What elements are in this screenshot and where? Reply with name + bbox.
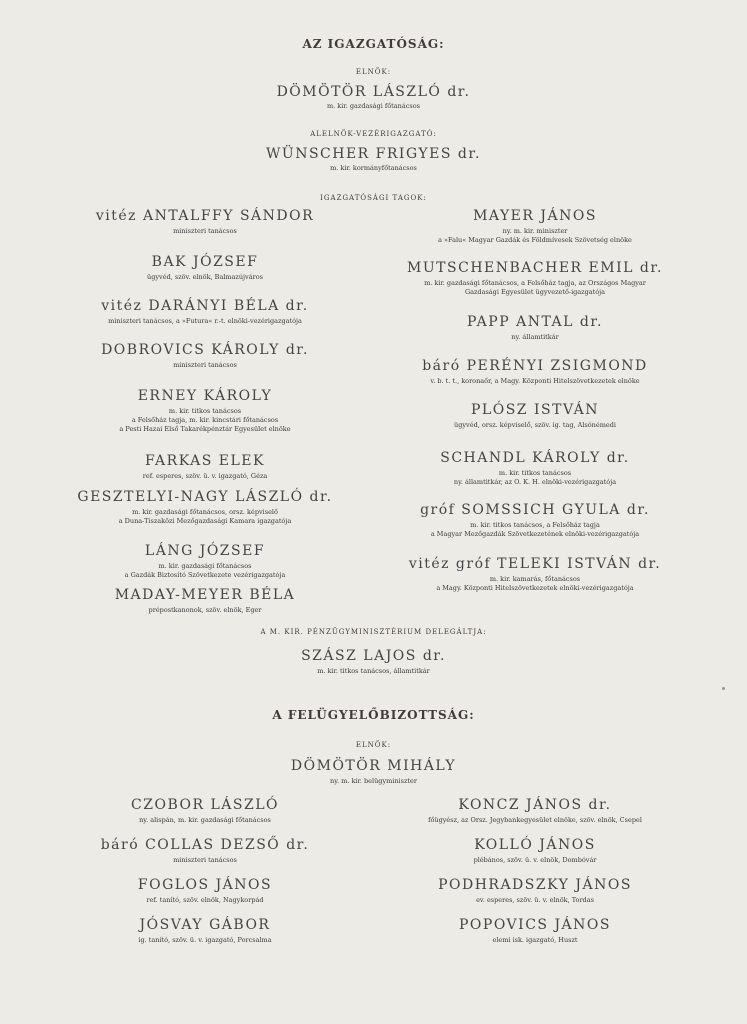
member-name: LÁNG JÓZSEF xyxy=(144,543,266,559)
member-entry xyxy=(55,388,355,445)
member-entry xyxy=(355,450,715,494)
member-desc: miniszteri tanácsos xyxy=(173,227,237,235)
member-entry xyxy=(55,837,355,869)
member-entry xyxy=(55,489,355,535)
member-name: báró COLLAS DEZSŐ dr. xyxy=(100,837,310,853)
member-desc: m. kir. titkos tanácsos, a Felsőház tagja xyxy=(470,521,600,529)
member-name: MADAY-MEYER BÉLA xyxy=(114,587,296,603)
member-desc: miniszteri tanácsos xyxy=(173,856,237,864)
member-desc: ny. államtitkár xyxy=(511,333,559,341)
member-name: vitéz ANTALFFY SÁNDOR xyxy=(95,208,315,224)
board-president-label: ELNÖK: xyxy=(355,68,392,76)
member-desc: ref. tanító, szöv. elnök, Nagykorpád xyxy=(146,896,264,904)
member-desc: a Magy. Központi Hitelszövetkezetek elnöki-vezérigazgatója xyxy=(436,584,634,592)
member-name: BAK JÓZSEF xyxy=(151,254,259,270)
member-desc: a »Falu« Magyar Gazdák és Földmívesek Szövetség elnöke xyxy=(438,236,632,244)
member-name: vitéz gróf TELEKI ISTVÁN dr. xyxy=(408,556,662,572)
board-vice-desc: m. kir. kormányfőtanácsos xyxy=(330,164,417,172)
member-desc: ev. esperes, szöv. ü. v. elnök, Tordas xyxy=(476,896,594,904)
member-desc: ref. esperes, szöv. ü. v. igazgató, Géza xyxy=(142,472,268,480)
member-name: ERNEY KÁROLY xyxy=(137,388,273,404)
member-entry xyxy=(355,556,715,593)
member-desc: ügyvéd, orsz. képviselő, szöv. ig. tag, Alsónémedi xyxy=(454,421,616,429)
member-entry xyxy=(55,254,355,290)
member-desc: ny. államtitkár, az O. K. H. elnöki-vezérigazgatója xyxy=(453,478,617,486)
member-entry xyxy=(55,298,355,334)
member-name: báró PERÉNYI ZSIGMOND xyxy=(422,358,648,374)
member-desc: m. kir. gazdasági főtanácsos xyxy=(158,562,252,570)
member-desc: ügyvéd, szöv. elnök, Balmazújváros xyxy=(147,273,263,281)
member-entry xyxy=(355,502,715,548)
member-name: KOLLÓ JÁNOS xyxy=(474,837,596,853)
member-name: KONCZ JÁNOS dr. xyxy=(458,797,612,813)
delegate-desc: m. kir. titkos tanácsos, államtitkár xyxy=(317,667,430,675)
member-desc: v. b. t. t., koronaőr, a Magy. Központi Hitelszövetkezetek elnöke xyxy=(430,377,640,385)
board-members-left xyxy=(55,208,355,623)
supervisory-president-label: ELNÖK: xyxy=(355,741,392,749)
member-desc: főügyész, az Orsz. Jegybankegyesület elnöke, szöv. elnök, Csepel xyxy=(428,816,642,824)
member-desc: a Pesti Hazai Első Takarékpénztár Egyesület elnöke xyxy=(119,425,291,433)
board-title: AZ IGAZGATÓSÁG: xyxy=(302,37,445,51)
member-entry xyxy=(355,208,715,252)
member-desc: m. kir. gazdasági főtanácsos, a Felsőház tagja, az Országos Magyar xyxy=(424,279,646,287)
paper-speck xyxy=(722,687,725,690)
board-president-name: DÖMÖTÖR LÁSZLÓ dr. xyxy=(276,84,471,100)
member-desc: ny. m. kir. miniszter xyxy=(502,227,568,235)
member-desc: plébános, szöv. ü. v. elnök, Dombóvár xyxy=(473,856,597,864)
member-desc: elemi isk. igazgató, Huszt xyxy=(492,936,578,944)
member-desc: m. kir. kamarás, főtanácsos xyxy=(489,575,581,583)
member-entry xyxy=(355,358,715,394)
member-name: GESZTELYI-NAGY LÁSZLÓ dr. xyxy=(77,489,333,505)
member-entry xyxy=(355,402,715,442)
member-desc: Gazdasági Egyesület ügyvezető-igazgatója xyxy=(464,288,606,296)
member-name: JÓSVAY GÁBOR xyxy=(139,917,271,933)
member-entry xyxy=(355,917,715,945)
member-name: FOGLOS JÁNOS xyxy=(137,877,273,893)
board-members-label: IGAZGATÓSÁGI TAGOK: xyxy=(320,194,427,202)
member-entry xyxy=(55,543,355,579)
supervisory-president-name: DÖMÖTÖR MIHÁLY xyxy=(290,758,457,774)
board-vice-name: WÜNSCHER FRIGYES dr. xyxy=(266,146,481,162)
member-entry xyxy=(55,587,355,615)
member-desc: a Felsőház tagja, m. kir. kincstári főtanácsos xyxy=(131,416,279,424)
member-desc: m. kir. titkos tanácsos xyxy=(498,469,572,477)
member-entry xyxy=(55,453,355,481)
member-name: PODHRADSZKY JÁNOS xyxy=(438,877,632,893)
member-desc: a Duna-Tiszaközi Mezőgazdasági Kamara igazgatója xyxy=(118,517,292,525)
member-desc: m. kir. gazdasági főtanácsos, orsz. képviselő xyxy=(132,508,278,516)
member-desc: m. kir. titkos tanácsos xyxy=(168,407,242,415)
member-name: vitéz DARÁNYI BÉLA dr. xyxy=(101,298,309,314)
member-entry xyxy=(55,797,355,829)
member-desc: ig. tanító, szöv. ü. v. igazgató, Porcsalma xyxy=(138,936,272,944)
member-entry xyxy=(355,314,715,350)
member-desc: a Gazdák Biztosító Szövetkezete vezérigazgatója xyxy=(124,571,286,579)
member-entry xyxy=(355,797,715,829)
member-desc: ny. alispán, m. kir. gazdasági főtanácsos xyxy=(139,816,271,824)
member-desc: prépostkanonok, szöv. elnök, Eger xyxy=(148,606,262,614)
delegate-label: A M. KIR. PÉNZÜGYMINISZTÉRIUM DELEGÁLTJA: xyxy=(260,628,487,636)
member-entry xyxy=(55,877,355,909)
member-desc: a Magyar Mezőgazdák Szövetkezetének elnöki-vezérigazgatója xyxy=(430,530,640,538)
member-entry xyxy=(355,837,715,869)
member-entry xyxy=(55,342,355,380)
supervisory-title: A FELÜGYELŐBIZOTTSÁG: xyxy=(272,708,475,722)
supervisory-right xyxy=(355,797,715,953)
member-desc: miniszteri tanácsos xyxy=(173,361,237,369)
member-name: DOBROVICS KÁROLY dr. xyxy=(101,342,309,358)
board-vice-label: ALELNÖK-VEZÉRIGAZGATÓ: xyxy=(310,130,437,138)
member-name: PAPP ANTAL dr. xyxy=(467,314,603,330)
member-name: gróf SOMSSICH GYULA dr. xyxy=(420,502,650,518)
member-name: PLÓSZ ISTVÁN xyxy=(471,402,599,418)
member-name: SCHANDL KÁROLY dr. xyxy=(440,450,630,466)
member-entry xyxy=(55,208,355,246)
supervisory-left xyxy=(55,797,355,953)
member-desc: miniszteri tanácsos, a »Futura« r.-t. elnöki-vezérigazgatója xyxy=(108,317,302,325)
member-name: POPOVICS JÁNOS xyxy=(459,917,611,933)
delegate-name: SZÁSZ LAJOS dr. xyxy=(301,648,446,664)
supervisory-president-desc: ny. m. kir. belügyminiszter xyxy=(330,777,417,785)
member-entry xyxy=(355,260,715,306)
member-entry xyxy=(355,877,715,909)
member-name: CZOBOR LÁSZLÓ xyxy=(131,797,279,813)
member-name: MAYER JÁNOS xyxy=(473,208,597,224)
member-name: MUTSCHENBACHER EMIL dr. xyxy=(407,260,663,276)
member-name: FARKAS ELEK xyxy=(145,453,265,469)
board-members-right xyxy=(355,208,715,601)
board-president-desc: m. kir. gazdasági főtanácsos xyxy=(327,102,420,110)
member-entry xyxy=(55,917,355,945)
